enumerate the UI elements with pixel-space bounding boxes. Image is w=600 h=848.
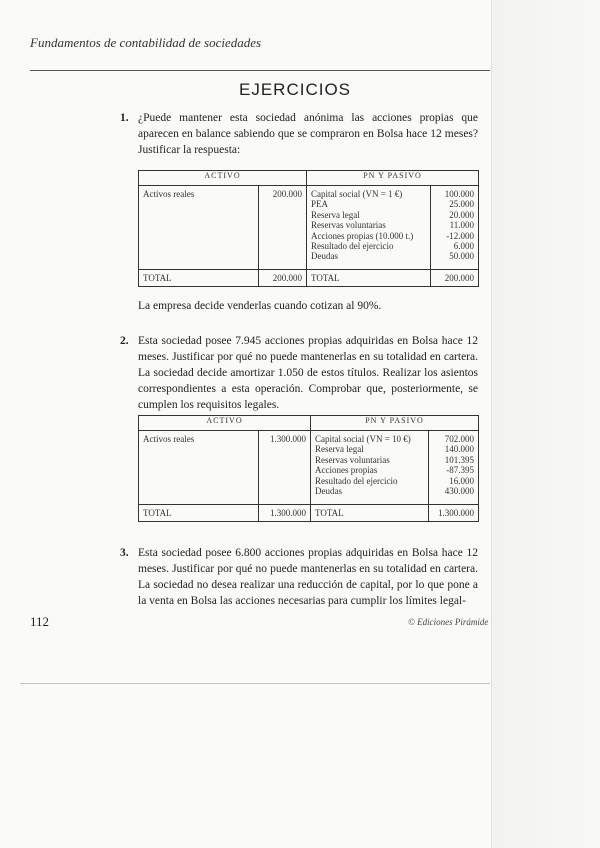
header-rule bbox=[30, 70, 490, 71]
activo-value: 1.300.000 bbox=[259, 431, 311, 505]
exercise-number: 2. bbox=[120, 335, 129, 347]
exercise-text: Esta sociedad posee 6.800 acciones propias adquiridas en Bolsa hace 12 meses. Justificar por qué no puede mantenerlas en su totalidad en cartera. La sociedad no desea realizar una reducción de capital, por lo que pone a la venta en Bolsa las acciones necesarias para cumplir los límites legal- bbox=[138, 547, 478, 607]
pasivo-value: 20.000 bbox=[449, 209, 475, 220]
pasivo-value: 702.000 bbox=[444, 434, 475, 444]
total-pasivo: 200.000 bbox=[431, 270, 479, 287]
total-activo: 1.300.000 bbox=[259, 505, 311, 522]
page-number: 112 bbox=[30, 614, 50, 629]
pasivo-item: Deudas bbox=[315, 485, 342, 496]
pasivo-item: Deudas bbox=[311, 251, 338, 262]
total-activo: 200.000 bbox=[259, 270, 307, 287]
pasivo-labels bbox=[311, 431, 429, 505]
total-label: TOTAL bbox=[307, 270, 431, 287]
pasivo-item: Reserva legal bbox=[311, 209, 360, 220]
pasivo-value: 100.000 bbox=[444, 189, 475, 199]
pasivo-header: PN Y PASIVO bbox=[311, 416, 479, 431]
pasivo-value: 140.000 bbox=[444, 444, 475, 455]
pasivo-value: 50.000 bbox=[449, 251, 475, 262]
pasivo-item: PEA bbox=[311, 199, 329, 210]
pasivo-value: 16.000 bbox=[449, 475, 475, 486]
total-pasivo: 1.300.000 bbox=[429, 505, 479, 522]
pasivo-item: Capital social (VN = 10 €) bbox=[315, 434, 411, 444]
pasivo-values bbox=[431, 186, 479, 270]
pasivo-value: 6.000 bbox=[453, 240, 475, 251]
activo-value: 200.000 bbox=[259, 186, 307, 270]
pasivo-item: Capital social (VN = 1 €) bbox=[311, 189, 403, 199]
exercise-text: ¿Puede mantener esta sociedad anónima las acciones propias que aparecen en balance sabiendo que se compraron en Bolsa hace 12 meses? Justificar la respuesta: bbox=[138, 112, 478, 156]
pasivo-value: 25.000 bbox=[449, 199, 475, 210]
pasivo-value: -12.000 bbox=[446, 230, 475, 241]
activo-header: ACTIVO bbox=[139, 171, 307, 186]
total-label: TOTAL bbox=[139, 505, 259, 522]
pasivo-values bbox=[429, 431, 479, 505]
pasivo-item: Resultado del ejercicio bbox=[315, 475, 398, 486]
scan-edge bbox=[491, 0, 600, 848]
pasivo-item: Acciones propias bbox=[315, 465, 378, 476]
pasivo-labels bbox=[307, 186, 431, 270]
running-title: Fundamentos de contabilidad de sociedades bbox=[30, 35, 262, 50]
pasivo-value: -87.395 bbox=[446, 465, 475, 476]
balance-table-1 bbox=[138, 170, 479, 287]
pasivo-item: Reservas voluntarias bbox=[315, 454, 390, 465]
exercise-1-note: La empresa decide venderlas cuando cotizan al 90%. bbox=[138, 300, 382, 312]
publisher-credit: © Ediciones Pirámide bbox=[408, 617, 489, 627]
pasivo-value: 430.000 bbox=[444, 485, 475, 496]
pasivo-item: Acciones propias (10.000 t.) bbox=[311, 230, 414, 241]
exercise-text: Esta sociedad posee 7.945 acciones propias adquiridas en Bolsa hace 12 meses. Justificar por qué no puede mantenerlas en su totalidad en cartera. La sociedad decide amortizar 1.050 de estos títulos. Realizar los asientos correspondientes a esta operación. Comprobar que, posteriormente, se cumplen los requisitos legales. bbox=[138, 335, 478, 411]
section-title: EJERCICIOS bbox=[238, 80, 352, 99]
activo-item: Activos reales bbox=[139, 431, 259, 505]
pasivo-value: 101.395 bbox=[444, 454, 475, 465]
activo-header: ACTIVO bbox=[139, 416, 311, 431]
pasivo-item: Reservas voluntarias bbox=[311, 220, 386, 231]
bottom-rule bbox=[20, 683, 490, 684]
balance-table-2 bbox=[138, 415, 479, 522]
pasivo-header: PN Y PASIVO bbox=[307, 171, 479, 186]
pasivo-item: Reserva legal bbox=[315, 444, 364, 455]
exercise-number: 3. bbox=[120, 547, 129, 559]
exercise-number: 1. bbox=[120, 112, 129, 124]
total-label: TOTAL bbox=[311, 505, 429, 522]
activo-item: Activos reales bbox=[139, 186, 259, 270]
total-label: TOTAL bbox=[139, 270, 259, 287]
pasivo-item: Resultado del ejercicio bbox=[311, 240, 394, 251]
pasivo-value: 11.000 bbox=[449, 220, 475, 231]
